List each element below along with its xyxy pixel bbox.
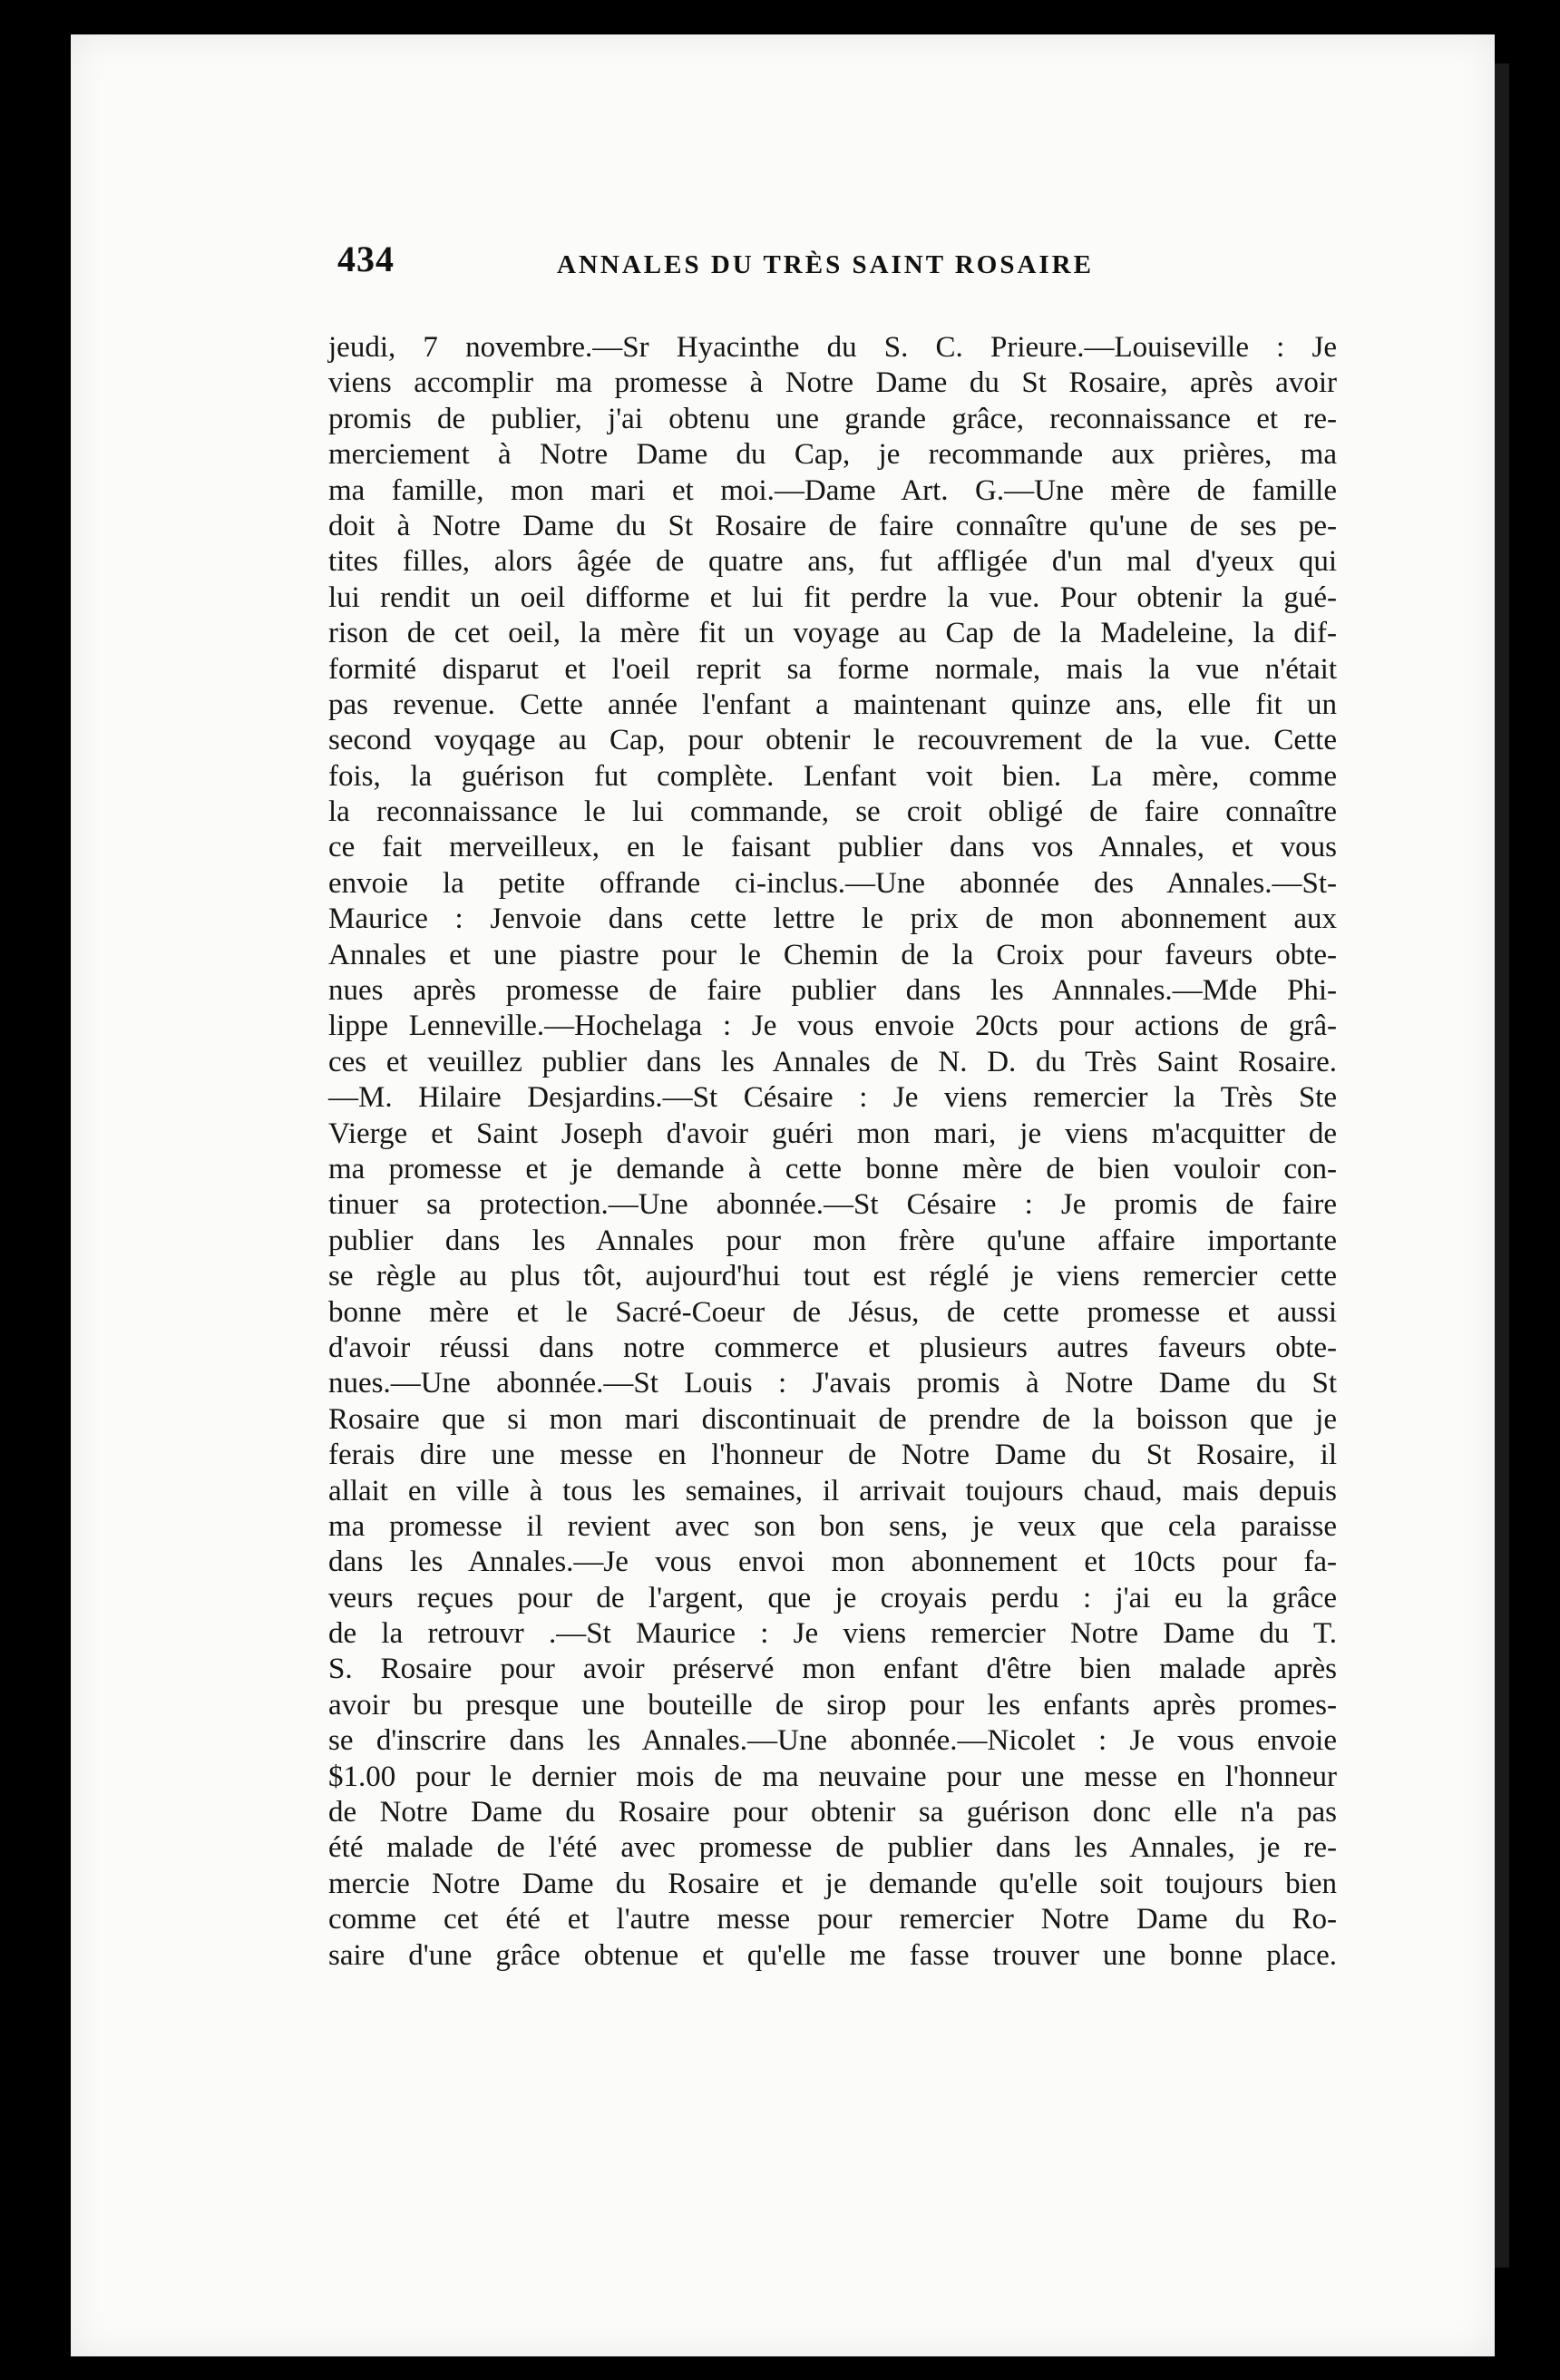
- text-line: doit à Notre Dame du St Rosaire de faire connaître qu'une de ses pe-: [328, 509, 1337, 542]
- text-line: ces et veuillez publier dans les Annales de N. D. du Très Saint Rosaire.: [328, 1045, 1337, 1078]
- text-line: lippe Lenneville.—Hochelaga : Je vous envoie 20cts pour actions de grâ-: [328, 1010, 1337, 1043]
- text-line: lui rendit un oeil difforme et lui fit perdre la vue. Pour obtenir la gué-: [328, 580, 1337, 614]
- text-line: nues après promesse de faire publier dans les Annnales.—Mde Phi-: [328, 974, 1337, 1008]
- text-line: ce fait merveilleux, en le faisant publier dans vos Annales, et vous: [328, 831, 1337, 864]
- text-line: envoie la petite offrande ci-inclus.—Une abonnée des Annales.—St-: [328, 866, 1337, 900]
- text-line: S. Rosaire pour avoir préservé mon enfant d'être bien malade après: [328, 1653, 1337, 1686]
- text-line: Annales et une piastre pour le Chemin de la Croix pour faveurs obte-: [328, 938, 1337, 971]
- text-line: Maurice : Jenvoie dans cette lettre le prix de mon abonnement aux: [328, 902, 1337, 936]
- text-line: merciement à Notre Dame du Cap, je recommande aux prières, ma: [328, 438, 1337, 472]
- text-line: formité disparut et l'oeil reprit sa forme normale, mais la vue n'était: [328, 652, 1337, 686]
- body-text: [328, 330, 1337, 1974]
- text-line: Vierge et Saint Joseph d'avoir guéri mon mari, je viens m'acquitter de: [328, 1117, 1337, 1150]
- text-line: jeudi, 7 novembre.—Sr Hyacinthe du S. C. Prieure.—Louiseville : Je: [328, 331, 1337, 364]
- text-line: veurs reçues pour de l'argent, que je croyais perdu : j'ai eu la grâce: [328, 1581, 1337, 1614]
- text-line: second voyqage au Cap, pour obtenir le recouvrement de la vue. Cette: [328, 724, 1337, 757]
- text-line: allait en ville à tous les semaines, il arrivait toujours chaud, mais depuis: [328, 1474, 1337, 1507]
- text-line: promis de publier, j'ai obtenu une grande grâce, reconnaissance et re-: [328, 402, 1337, 435]
- text-line: ma promesse il revient avec son bon sens, je veux que cela paraisse: [328, 1509, 1337, 1543]
- text-line: avoir bu presque une bouteille de sirop pour les enfants après promes-: [328, 1688, 1337, 1722]
- text-line: la reconnaissance le lui commande, se croit obligé de faire connaître: [328, 795, 1337, 829]
- page-number: 434: [337, 239, 395, 279]
- text-line: pas revenue. Cette année l'enfant a maintenant quinze ans, elle fit un: [328, 688, 1337, 721]
- text-line: de la retrouvr .—St Maurice : Je viens remercier Notre Dame du T.: [328, 1617, 1337, 1651]
- text-line: été malade de l'été avec promesse de publier dans les Annales, je re-: [328, 1831, 1337, 1865]
- text-line: bonne mère et le Sacré-Coeur de Jésus, de cette promesse et aussi: [328, 1295, 1337, 1329]
- page-edge-strip: [1495, 63, 1509, 2268]
- text-line: viens accomplir ma promesse à Notre Dame du St Rosaire, après avoir: [328, 366, 1337, 400]
- text-line: se d'inscrire dans les Annales.—Une abonnée.—Nicolet : Je vous envoie: [328, 1724, 1337, 1758]
- text-line: fois, la guérison fut complète. Lenfant voit bien. La mère, comme: [328, 759, 1337, 793]
- text-line: tites filles, alors âgée de quatre ans, fut affligée d'un mal d'yeux qui: [328, 545, 1337, 579]
- text-line: saire d'une grâce obtenue et qu'elle me fasse trouver une bonne place.: [328, 1938, 1337, 1972]
- page-header: [337, 238, 1335, 292]
- text-line: mercie Notre Dame du Rosaire et je demande qu'elle soit toujours bien: [328, 1867, 1337, 1900]
- text-line: comme cet été et l'autre messe pour remercier Notre Dame du Ro-: [328, 1903, 1337, 1936]
- text-line: ma promesse et je demande à cette bonne mère de bien vouloir con-: [328, 1152, 1337, 1185]
- text-line: de Notre Dame du Rosaire pour obtenir sa guérison donc elle n'a pas: [328, 1796, 1337, 1829]
- text-line: nues.—Une abonnée.—St Louis : J'avais promis à Notre Dame du St: [328, 1367, 1337, 1400]
- text-line: d'avoir réussi dans notre commerce et plusieurs autres faveurs obte-: [328, 1331, 1337, 1364]
- text-line: —M. Hilaire Desjardins.—St Césaire : Je viens remercier la Très Ste: [328, 1081, 1337, 1115]
- scan-border-right: [1509, 63, 1560, 2268]
- text-line: rison de cet oeil, la mère fit un voyage au Cap de la Madeleine, la dif-: [328, 617, 1337, 650]
- text-line: publier dans les Annales pour mon frère qu'une affaire importante: [328, 1224, 1337, 1257]
- running-head: ANNALES DU TRÈS SAINT ROSAIRE: [557, 250, 1094, 279]
- text-line: tinuer sa protection.—Une abonnée.—St Césaire : Je promis de faire: [328, 1188, 1337, 1222]
- text-line: $1.00 pour le dernier mois de ma neuvaine pour une messe en l'honneur: [328, 1760, 1337, 1793]
- text-line: ma famille, mon mari et moi.—Dame Art. G.—Une mère de famille: [328, 473, 1337, 507]
- text-line: se règle au plus tôt, aujourd'hui tout est réglé je viens remercier cette: [328, 1260, 1337, 1293]
- text-line: Rosaire que si mon mari discontinuait de prendre de la boisson que je: [328, 1402, 1337, 1436]
- text-line: dans les Annales.—Je vous envoi mon abonnement et 10cts pour fa-: [328, 1546, 1337, 1579]
- text-line: ferais dire une messe en l'honneur de Notre Dame du St Rosaire, il: [328, 1439, 1337, 1472]
